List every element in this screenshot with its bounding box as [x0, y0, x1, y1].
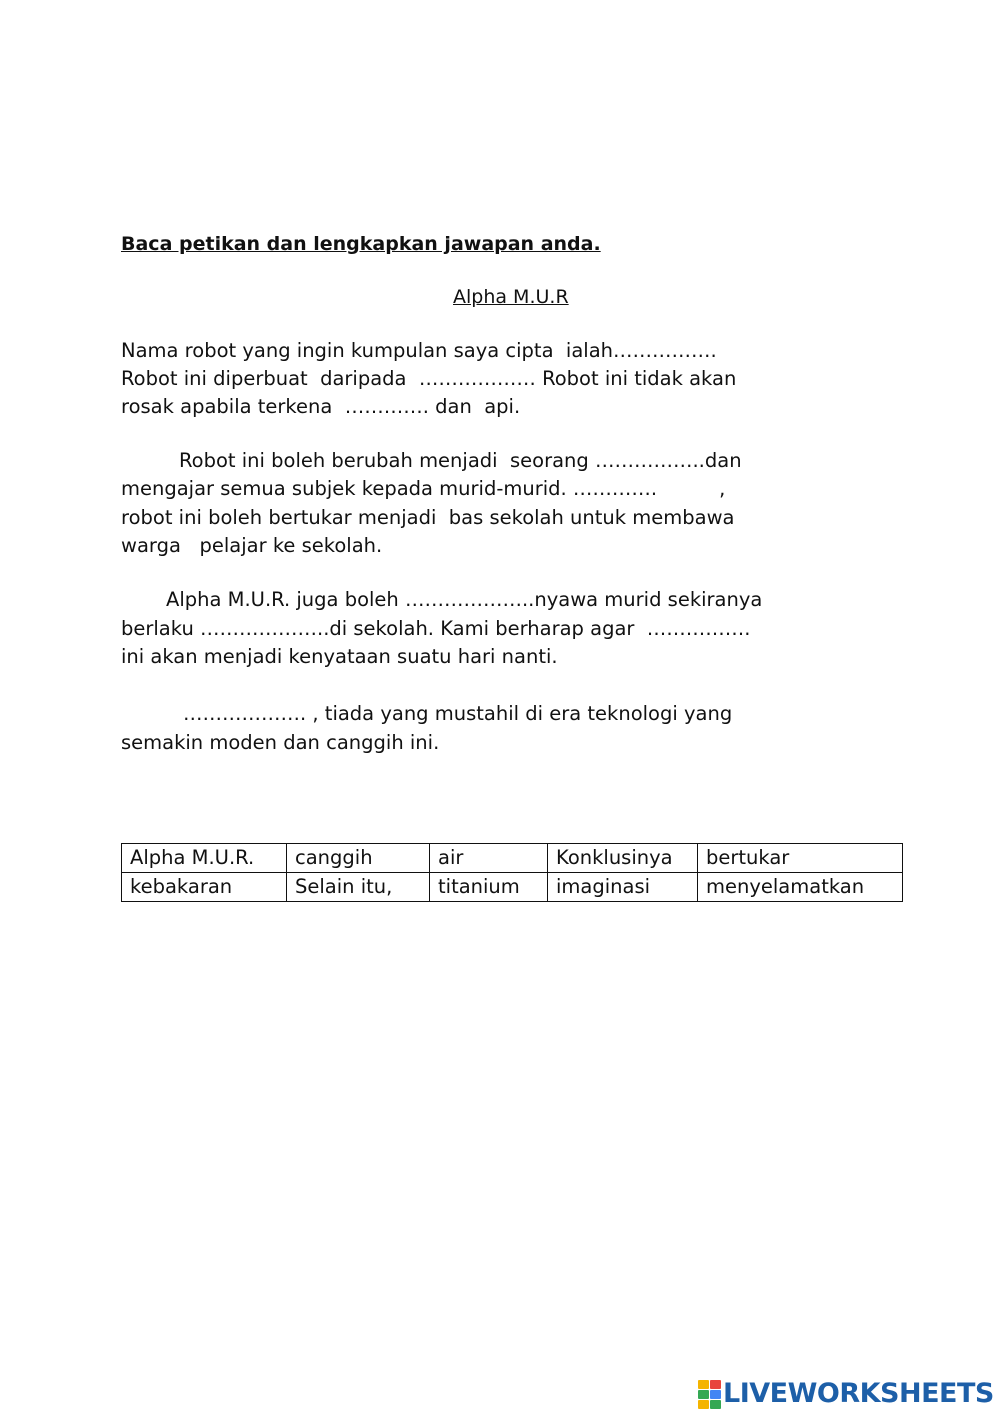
passage-line: rosak apabila terkena …………. dan api.: [121, 395, 521, 418]
word-cell: canggih: [287, 844, 430, 873]
passage-line: berlaku ………………..di sekolah. Kami berharap agar …………….: [121, 617, 751, 640]
liveworksheets-logo-icon: [698, 1380, 720, 1408]
word-cell: menyelamatkan: [698, 873, 903, 902]
word-cell: Selain itu,: [287, 873, 430, 902]
passage-line: semakin moden dan canggih ini.: [121, 731, 440, 754]
passage-line: Robot ini boleh berubah menjadi seorang ……………..dan: [179, 449, 742, 472]
table-row: [122, 873, 903, 902]
word-cell: titanium: [430, 873, 548, 902]
passage-line: Nama robot yang ingin kumpulan saya cipta ialah…………….: [121, 339, 717, 362]
word-cell: Alpha M.U.R.: [122, 844, 287, 873]
instruction-heading: Baca petikan dan lengkapkan jawapan anda.: [121, 233, 601, 255]
word-cell: air: [430, 844, 548, 873]
passage-line: Alpha M.U.R. juga boleh ………………..nyawa murid sekiranya: [166, 588, 763, 611]
word-cell: Konklusinya: [548, 844, 698, 873]
passage-title: Alpha M.U.R: [453, 286, 569, 308]
passage-line: ………………. , tiada yang mustahil di era teknologi yang: [183, 702, 733, 725]
word-cell: kebakaran: [122, 873, 287, 902]
passage-line: mengajar semua subjek kepada murid-murid. …………. ,: [121, 477, 726, 500]
passage-line: robot ini boleh bertukar menjadi bas sekolah untuk membawa: [121, 506, 735, 529]
word-cell: imaginasi: [548, 873, 698, 902]
passage-line: Robot ini diperbuat daripada ……………… Robot ini tidak akan: [121, 367, 737, 390]
brand-name: LIVEWORKSHEETS: [723, 1378, 994, 1409]
passage-line: ini akan menjadi kenyataan suatu hari nanti.: [121, 645, 558, 668]
word-bank-table: [121, 843, 903, 902]
passage-line: warga pelajar ke sekolah.: [121, 534, 383, 557]
word-cell: bertukar: [698, 844, 903, 873]
liveworksheets-brand: [698, 1378, 994, 1409]
table-row: [122, 844, 903, 873]
